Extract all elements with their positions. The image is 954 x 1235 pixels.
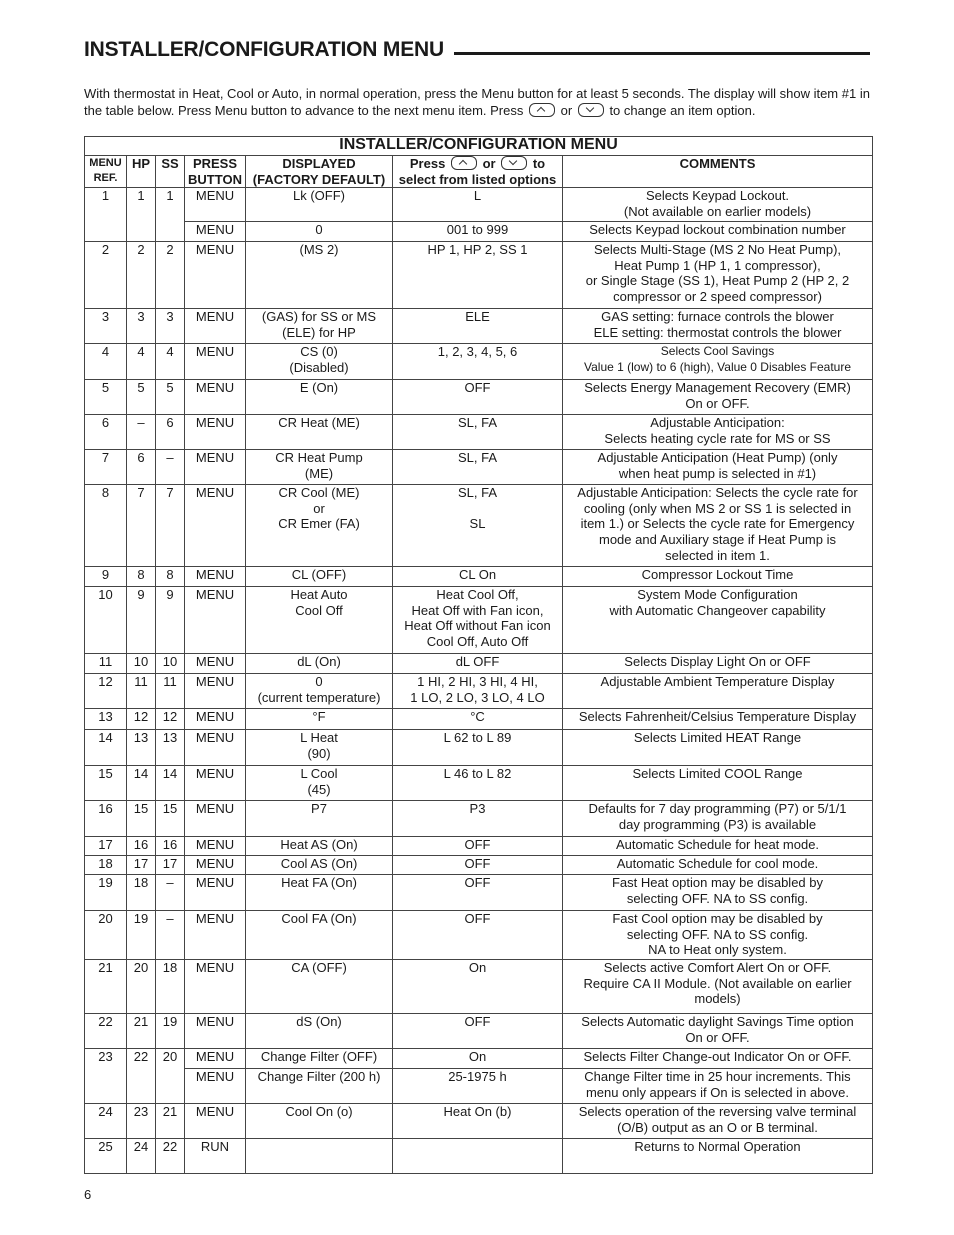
table-row — [85, 1014, 873, 1049]
menu-ref-cell: 19 — [85, 875, 127, 911]
comments-cell: Adjustable Anticipation: Selects heating cycle rate for MS or SS — [563, 415, 873, 450]
down-arrow-button-icon — [501, 156, 527, 170]
ss-cell: 5 — [156, 380, 185, 415]
table-row — [85, 801, 873, 837]
table-row — [85, 960, 873, 1014]
hp-cell: – — [127, 415, 156, 450]
menu-ref-cell: 6 — [85, 415, 127, 450]
comments-cell: Selects Fahrenheit/Celsius Temperature Display — [563, 709, 873, 730]
displayed-cell: 0 (current temperature) — [246, 674, 393, 709]
table-row — [85, 587, 873, 654]
displayed-cell: 0 — [246, 222, 393, 242]
displayed-cell: Cool AS (On) — [246, 856, 393, 875]
comments-cell: Change Filter time in 25 hour increments. This menu only appears if On is selected in above. — [563, 1069, 873, 1104]
hp-cell: 13 — [127, 730, 156, 766]
hp-cell: 2 — [127, 242, 156, 309]
displayed-cell: Lk (OFF) — [246, 188, 393, 222]
displayed-cell: Heat FA (On) — [246, 875, 393, 911]
options-cell: Heat Cool Off, Heat Off with Fan icon, Heat Off without Fan icon Cool Off, Auto Off — [393, 587, 563, 654]
displayed-cell: CA (OFF) — [246, 960, 393, 1014]
comments-cell: Automatic Schedule for cool mode. — [563, 856, 873, 875]
options-cell: Heat On (b) — [393, 1104, 563, 1139]
ss-cell: 4 — [156, 344, 185, 380]
ss-cell: 16 — [156, 837, 185, 856]
comments-cell: Fast Heat option may be disabled by selecting OFF. NA to SS config. — [563, 875, 873, 911]
hp-cell: 9 — [127, 587, 156, 654]
press-button-cell: MENU — [185, 911, 246, 960]
hp-cell: 6 — [127, 450, 156, 485]
comments-cell: Automatic Schedule for heat mode. — [563, 837, 873, 856]
options-cell: OFF — [393, 380, 563, 415]
options-cell: °C — [393, 709, 563, 730]
press-button-cell: MENU — [185, 222, 246, 242]
options-cell: OFF — [393, 856, 563, 875]
ss-cell: 17 — [156, 856, 185, 875]
page-title: INSTALLER/CONFIGURATION MENU — [84, 38, 454, 62]
press-button-cell: MENU — [185, 309, 246, 344]
press-button-cell: MENU — [185, 380, 246, 415]
displayed-cell: CR Cool (ME) or CR Emer (FA) — [246, 485, 393, 567]
displayed-cell: Heat Auto Cool Off — [246, 587, 393, 654]
ss-cell: 18 — [156, 960, 185, 1014]
ss-cell: 9 — [156, 587, 185, 654]
menu-ref-cell: 4 — [85, 344, 127, 380]
col-header-ss: SS — [156, 156, 185, 188]
menu-ref-cell: 1 — [85, 188, 127, 242]
table-row — [85, 415, 873, 450]
options-cell: 001 to 999 — [393, 222, 563, 242]
hp-cell: 23 — [127, 1104, 156, 1139]
options-cell: dL OFF — [393, 654, 563, 674]
hp-cell: 7 — [127, 485, 156, 567]
displayed-cell: dL (On) — [246, 654, 393, 674]
comments-cell: Selects Display Light On or OFF — [563, 654, 873, 674]
menu-ref-cell: 8 — [85, 485, 127, 567]
comments-cell: Selects Filter Change-out Indicator On or OFF. — [563, 1049, 873, 1069]
options-cell: CL On — [393, 567, 563, 587]
options-cell: HP 1, HP 2, SS 1 — [393, 242, 563, 309]
menu-ref-cell: 3 — [85, 309, 127, 344]
table-row — [85, 875, 873, 911]
hp-cell: 10 — [127, 654, 156, 674]
config-menu-table — [84, 136, 873, 1174]
menu-ref-cell: 14 — [85, 730, 127, 766]
options-cell: SL, FA — [393, 450, 563, 485]
displayed-cell: CR Heat Pump (ME) — [246, 450, 393, 485]
comments-cell: Selects operation of the reversing valve terminal (O/B) output as an O or B terminal. — [563, 1104, 873, 1139]
down-arrow-button-icon — [578, 103, 604, 117]
page-heading — [84, 38, 870, 68]
col-header-press-button: PRESS BUTTON — [185, 156, 246, 188]
press-button-cell: MENU — [185, 674, 246, 709]
options-cell: SL, FA — [393, 415, 563, 450]
press-button-cell: MENU — [185, 856, 246, 875]
displayed-cell: E (On) — [246, 380, 393, 415]
comments-cell: Defaults for 7 day programming (P7) or 5/1/1 day programming (P3) is available — [563, 801, 873, 837]
menu-ref-cell: 5 — [85, 380, 127, 415]
hp-cell: 22 — [127, 1049, 156, 1104]
comments-cell: Returns to Normal Operation — [563, 1139, 873, 1174]
press-button-cell: MENU — [185, 960, 246, 1014]
menu-ref-cell: 18 — [85, 856, 127, 875]
ss-cell: – — [156, 450, 185, 485]
press-button-cell: MENU — [185, 587, 246, 654]
col-header-menu-ref: MENU REF. — [85, 156, 127, 188]
comments-cell: Adjustable Ambient Temperature Display — [563, 674, 873, 709]
displayed-cell: dS (On) — [246, 1014, 393, 1049]
table-row — [85, 485, 873, 567]
menu-ref-cell: 7 — [85, 450, 127, 485]
options-cell: 25-1975 h — [393, 1069, 563, 1104]
intro-paragraph — [84, 85, 884, 119]
press-button-cell: RUN — [185, 1139, 246, 1174]
comments-cell: GAS setting: furnace controls the blower ELE setting: thermostat controls the blower — [563, 309, 873, 344]
page-number: 6 — [84, 1187, 92, 1202]
displayed-cell: Cool FA (On) — [246, 911, 393, 960]
hp-cell: 24 — [127, 1139, 156, 1174]
hp-cell: 8 — [127, 567, 156, 587]
table-body — [85, 188, 873, 1174]
table-row — [85, 709, 873, 730]
hp-cell: 1 — [127, 188, 156, 242]
intro-or: or — [560, 103, 573, 118]
comments-cell: Selects Keypad Lockout. (Not available on earlier models) — [563, 188, 873, 222]
ss-cell: 11 — [156, 674, 185, 709]
options-cell: SL, FA SL — [393, 485, 563, 567]
ss-cell: 10 — [156, 654, 185, 674]
menu-ref-cell: 23 — [85, 1049, 127, 1104]
comments-cell: Adjustable Anticipation (Heat Pump) (only when heat pump is selected in #1) — [563, 450, 873, 485]
menu-ref-cell: 12 — [85, 674, 127, 709]
menu-ref-cell: 9 — [85, 567, 127, 587]
ss-cell: 21 — [156, 1104, 185, 1139]
table-row — [85, 856, 873, 875]
hp-cell: 15 — [127, 801, 156, 837]
ss-cell: 14 — [156, 766, 185, 801]
press-button-cell: MENU — [185, 1049, 246, 1069]
options-cell: L 62 to L 89 — [393, 730, 563, 766]
displayed-cell: CS (0) (Disabled) — [246, 344, 393, 380]
options-cell: On — [393, 1049, 563, 1069]
table-row — [85, 1139, 873, 1174]
comments-cell: Selects Keypad lockout combination number — [563, 222, 873, 242]
menu-ref-cell: 15 — [85, 766, 127, 801]
col-header-options: Press or to select from listed options — [393, 156, 563, 188]
comments-cell: Fast Cool option may be disabled by selecting OFF. NA to SS config. NA to Heat only system. — [563, 911, 873, 960]
displayed-cell: L Heat (90) — [246, 730, 393, 766]
displayed-cell: Change Filter (OFF) — [246, 1049, 393, 1069]
hp-cell: 3 — [127, 309, 156, 344]
comments-cell: Adjustable Anticipation: Selects the cycle rate for cooling (only when MS 2 or SS 1 is selected in item 1.) or Selects the cycle rate for Emergency mode and Auxiliary stage if Heat Pump is selected in item 1. — [563, 485, 873, 567]
press-button-cell: MENU — [185, 837, 246, 856]
displayed-cell: °F — [246, 709, 393, 730]
menu-ref-cell: 20 — [85, 911, 127, 960]
options-cell — [393, 1139, 563, 1174]
table-row — [85, 1104, 873, 1139]
col-header-hp: HP — [127, 156, 156, 188]
up-arrow-button-icon — [529, 103, 555, 117]
comments-cell: Compressor Lockout Time — [563, 567, 873, 587]
hp-cell: 21 — [127, 1014, 156, 1049]
press-button-cell: MENU — [185, 875, 246, 911]
press-button-cell: MENU — [185, 1104, 246, 1139]
menu-ref-cell: 16 — [85, 801, 127, 837]
press-button-cell: MENU — [185, 801, 246, 837]
options-cell: 1 HI, 2 HI, 3 HI, 4 HI, 1 LO, 2 LO, 3 LO, 4 LO — [393, 674, 563, 709]
table-row — [85, 766, 873, 801]
ss-cell: 12 — [156, 709, 185, 730]
table-caption: INSTALLER/CONFIGURATION MENU — [85, 137, 873, 156]
options-cell: L — [393, 188, 563, 222]
table-row — [85, 1069, 873, 1104]
hp-cell: 12 — [127, 709, 156, 730]
ss-cell: 7 — [156, 485, 185, 567]
hp-cell: 4 — [127, 344, 156, 380]
col-header-displayed: DISPLAYED (FACTORY DEFAULT) — [246, 156, 393, 188]
comments-cell: Selects Automatic daylight Savings Time option On or OFF. — [563, 1014, 873, 1049]
displayed-cell: Cool On (o) — [246, 1104, 393, 1139]
comments-cell: Selects Limited HEAT Range — [563, 730, 873, 766]
hp-cell: 19 — [127, 911, 156, 960]
press-button-cell: MENU — [185, 188, 246, 222]
press-button-cell: MENU — [185, 1014, 246, 1049]
table-row — [85, 911, 873, 960]
options-cell: OFF — [393, 875, 563, 911]
table-row — [85, 309, 873, 344]
ss-cell: 2 — [156, 242, 185, 309]
options-cell: On — [393, 960, 563, 1014]
displayed-cell: (GAS) for SS or MS (ELE) for HP — [246, 309, 393, 344]
comments-cell: Selects Cool Savings Value 1 (low) to 6 (high), Value 0 Disables Feature — [563, 344, 873, 380]
menu-ref-cell: 11 — [85, 654, 127, 674]
options-cell: OFF — [393, 911, 563, 960]
ss-cell: 3 — [156, 309, 185, 344]
menu-ref-cell: 21 — [85, 960, 127, 1014]
table-row — [85, 222, 873, 242]
ss-cell: 20 — [156, 1049, 185, 1104]
options-cell: ELE — [393, 309, 563, 344]
press-button-cell: MENU — [185, 242, 246, 309]
press-button-cell: MENU — [185, 709, 246, 730]
hp-cell: 17 — [127, 856, 156, 875]
displayed-cell: (MS 2) — [246, 242, 393, 309]
hp-cell: 20 — [127, 960, 156, 1014]
hp-cell: 14 — [127, 766, 156, 801]
menu-ref-cell: 25 — [85, 1139, 127, 1174]
ss-cell: 13 — [156, 730, 185, 766]
table-row — [85, 730, 873, 766]
menu-ref-cell: 10 — [85, 587, 127, 654]
press-button-cell: MENU — [185, 766, 246, 801]
press-button-cell: MENU — [185, 450, 246, 485]
press-button-cell: MENU — [185, 567, 246, 587]
menu-ref-cell: 2 — [85, 242, 127, 309]
displayed-cell: Heat AS (On) — [246, 837, 393, 856]
hp-cell: 11 — [127, 674, 156, 709]
displayed-cell: L Cool (45) — [246, 766, 393, 801]
table-row — [85, 242, 873, 309]
comments-cell: Selects active Comfort Alert On or OFF. Require CA II Module. (Not available on earlier models) — [563, 960, 873, 1014]
comments-cell: System Mode Configuration with Automatic Changeover capability — [563, 587, 873, 654]
options-cell: P3 — [393, 801, 563, 837]
table-row — [85, 380, 873, 415]
comments-cell: Selects Energy Management Recovery (EMR) On or OFF. — [563, 380, 873, 415]
table-row — [85, 450, 873, 485]
menu-ref-cell: 17 — [85, 837, 127, 856]
ss-cell: 15 — [156, 801, 185, 837]
hp-cell: 5 — [127, 380, 156, 415]
menu-ref-cell: 13 — [85, 709, 127, 730]
ss-cell: 22 — [156, 1139, 185, 1174]
press-button-cell: MENU — [185, 730, 246, 766]
table-row — [85, 654, 873, 674]
ss-cell: – — [156, 911, 185, 960]
options-cell: OFF — [393, 1014, 563, 1049]
ss-cell: 6 — [156, 415, 185, 450]
comments-cell: Selects Limited COOL Range — [563, 766, 873, 801]
press-button-cell: MENU — [185, 654, 246, 674]
ss-cell: – — [156, 875, 185, 911]
displayed-cell: Change Filter (200 h) — [246, 1069, 393, 1104]
press-button-cell: MENU — [185, 344, 246, 380]
options-cell: OFF — [393, 837, 563, 856]
options-cell: L 46 to L 82 — [393, 766, 563, 801]
comments-cell: Selects Multi-Stage (MS 2 No Heat Pump), Heat Pump 1 (HP 1, 1 compressor), or Single Stage (SS 1), Heat Pump 2 (HP 2, 2 compressor or 2 speed compressor) — [563, 242, 873, 309]
options-cell: 1, 2, 3, 4, 5, 6 — [393, 344, 563, 380]
displayed-cell: P7 — [246, 801, 393, 837]
intro-text-1: With thermostat in Heat, Cool or Auto, in normal operation, press the Menu button for at least 5 seconds. The display will show item #1 in the table below. Press Menu button to advance to the next menu item. Press — [84, 86, 870, 118]
hp-cell: 16 — [127, 837, 156, 856]
table-row — [85, 837, 873, 856]
press-button-cell: MENU — [185, 485, 246, 567]
table-row — [85, 188, 873, 222]
displayed-cell: CR Heat (ME) — [246, 415, 393, 450]
menu-ref-cell: 24 — [85, 1104, 127, 1139]
hp-cell: 18 — [127, 875, 156, 911]
table-row — [85, 344, 873, 380]
table-row — [85, 567, 873, 587]
ss-cell: 1 — [156, 188, 185, 242]
col-header-comments: COMMENTS — [563, 156, 873, 188]
up-arrow-button-icon — [451, 156, 477, 170]
press-button-cell: MENU — [185, 415, 246, 450]
ss-cell: 19 — [156, 1014, 185, 1049]
displayed-cell — [246, 1139, 393, 1174]
table-row — [85, 1049, 873, 1069]
press-button-cell: MENU — [185, 1069, 246, 1104]
menu-ref-cell: 22 — [85, 1014, 127, 1049]
ss-cell: 8 — [156, 567, 185, 587]
table-row — [85, 674, 873, 709]
intro-text-2: to change an item option. — [609, 103, 756, 118]
displayed-cell: CL (OFF) — [246, 567, 393, 587]
